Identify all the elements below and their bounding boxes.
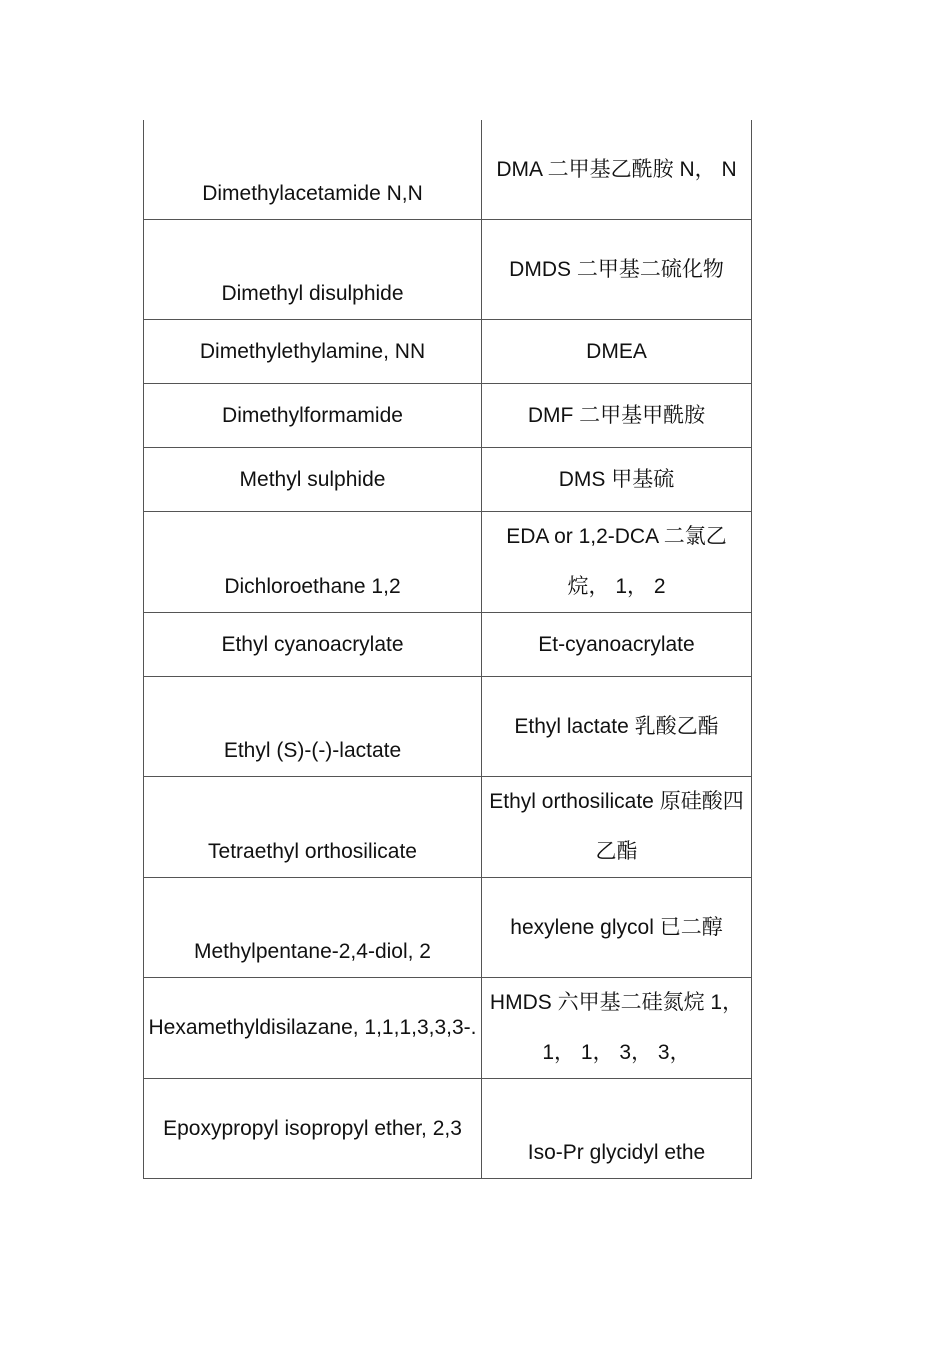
abbreviation-chinese-cell: Iso-Pr glycidyl ethe bbox=[482, 1079, 752, 1179]
table-row bbox=[144, 613, 752, 677]
abbreviation-chinese-cell: DMF 二甲基甲酰胺 bbox=[482, 384, 752, 448]
table-row bbox=[144, 677, 752, 777]
table-row bbox=[144, 220, 752, 320]
english-name-cell: Epoxypropyl isopropyl ether, 2,3 bbox=[144, 1079, 482, 1179]
table-row bbox=[144, 512, 752, 613]
abbreviation-chinese-cell: DMA 二甲基乙酰胺 N， N bbox=[482, 120, 752, 220]
english-name-cell: Dimethylacetamide N,N bbox=[144, 120, 482, 220]
table-row bbox=[144, 384, 752, 448]
table-row bbox=[144, 978, 752, 1079]
english-name-cell: Tetraethyl orthosilicate bbox=[144, 777, 482, 878]
abbreviation-chinese-cell: DMDS 二甲基二硫化物 bbox=[482, 220, 752, 320]
english-name-cell: Dimethyl disulphide bbox=[144, 220, 482, 320]
abbreviation-chinese-cell: Ethyl orthosilicate 原硅酸四乙酯 bbox=[482, 777, 752, 878]
english-name-cell: Hexamethyldisilazane, 1,1,1,3,3,3-. bbox=[144, 978, 482, 1079]
english-name-cell: Methylpentane-2,4-diol, 2 bbox=[144, 878, 482, 978]
abbreviation-chinese-cell: HMDS 六甲基二硅氮烷 1， 1， 1， 3， 3， bbox=[482, 978, 752, 1079]
table-row bbox=[144, 777, 752, 878]
english-name-cell: Methyl sulphide bbox=[144, 448, 482, 512]
abbreviation-chinese-cell: hexylene glycol 已二醇 bbox=[482, 878, 752, 978]
abbreviation-chinese-cell: EDA or 1,2-DCA 二氯乙烷， 1， 2 bbox=[482, 512, 752, 613]
abbreviation-chinese-cell: Et-cyanoacrylate bbox=[482, 613, 752, 677]
chemical-names-table bbox=[143, 120, 752, 1179]
english-name-cell: Dimethylformamide bbox=[144, 384, 482, 448]
table-row bbox=[144, 120, 752, 220]
english-name-cell: Ethyl cyanoacrylate bbox=[144, 613, 482, 677]
english-name-cell: Ethyl (S)-(-)-lactate bbox=[144, 677, 482, 777]
abbreviation-chinese-cell: DMS 甲基硫 bbox=[482, 448, 752, 512]
table-row bbox=[144, 320, 752, 384]
table-row bbox=[144, 448, 752, 512]
table-row bbox=[144, 1079, 752, 1179]
english-name-cell: Dimethylethylamine, NN bbox=[144, 320, 482, 384]
abbreviation-chinese-cell: DMEA bbox=[482, 320, 752, 384]
table-row bbox=[144, 878, 752, 978]
english-name-cell: Dichloroethane 1,2 bbox=[144, 512, 482, 613]
abbreviation-chinese-cell: Ethyl lactate 乳酸乙酯 bbox=[482, 677, 752, 777]
